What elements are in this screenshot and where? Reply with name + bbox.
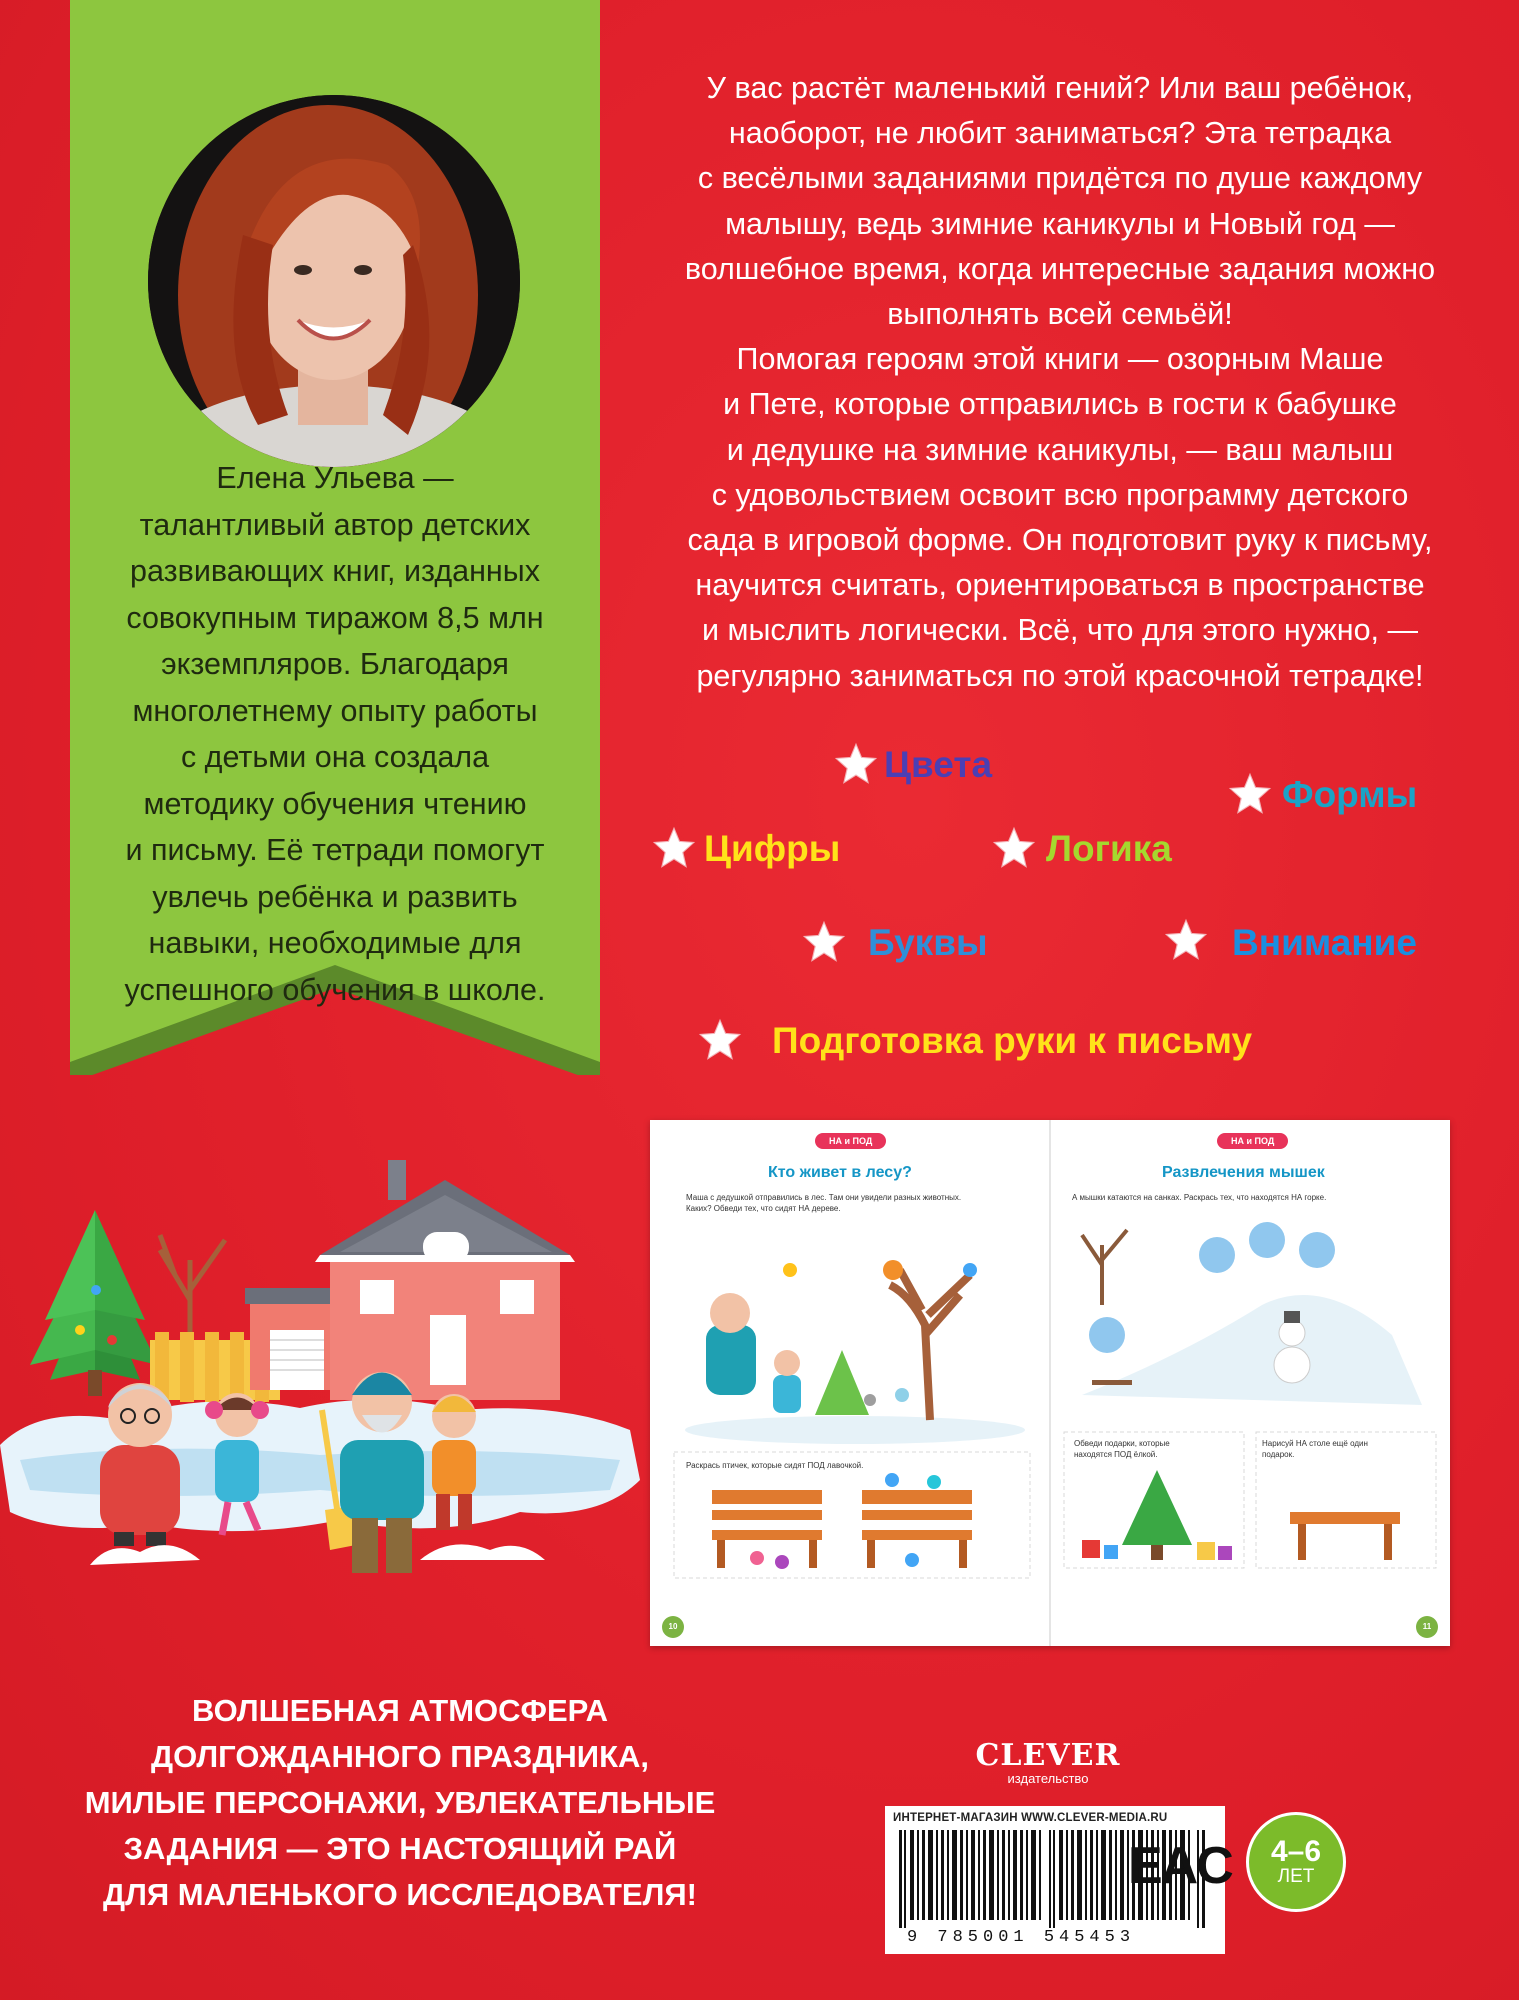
description-line: волшебное время, когда интересные задания можно xyxy=(684,251,1436,286)
star-icon xyxy=(834,742,878,786)
left-page-title: Кто живет в лесу? xyxy=(768,1164,912,1181)
author-bio-line: методику обучения чтению xyxy=(143,786,527,821)
age-range: 4–6 xyxy=(1270,1835,1322,1868)
author-bio xyxy=(100,455,570,1013)
star-icon xyxy=(698,1018,742,1062)
description-line: регулярно заниматься по этой красочной тетрадке! xyxy=(696,658,1424,693)
left-page-tag: НА и ПОД xyxy=(815,1133,886,1149)
spread-fold xyxy=(1049,1120,1051,1646)
publisher-subtitle: издательство xyxy=(1007,1771,1089,1786)
author-bio-line: успешного обучения в школе. xyxy=(124,972,546,1007)
author-bio-line: экземпляров. Благодаря xyxy=(161,647,509,681)
author-bio-line: совокупным тиражом 8,5 млн xyxy=(126,600,544,635)
description-line: с удовольствием освоит всю программу детского xyxy=(711,477,1409,512)
star-icon xyxy=(1228,772,1272,816)
author-bio-line: развивающих книг, изданных xyxy=(130,554,540,588)
tree-and-table-illustration xyxy=(1062,1430,1442,1570)
right-page-task: А мышки катаются на санках. Раскрась тех, что находятся НА горке. xyxy=(1072,1193,1327,1202)
description-line: малышу, ведь зимние каникулы и Новый год — xyxy=(725,206,1395,241)
mice-sledding-illustration xyxy=(1062,1205,1442,1415)
left-page-task-2: Раскрась птичек, которые сидят ПОД лавочкой. xyxy=(686,1461,864,1470)
skill-attention: Внимание xyxy=(1232,922,1417,963)
author-bio-line: увлечь ребёнка и развить xyxy=(152,879,518,914)
description-line: наоборот, не любит заниматься? Эта тетрадка xyxy=(728,116,1392,151)
left-page-task xyxy=(686,1192,961,1214)
star-icon xyxy=(1164,918,1208,962)
book-description xyxy=(630,66,1490,699)
skill-shapes: Формы xyxy=(1282,774,1418,815)
age-badge xyxy=(1246,1812,1346,1912)
description-line: Помогая героям этой книги — озорным Маше xyxy=(736,342,1384,377)
right-page-tag: НА и ПОД xyxy=(1217,1133,1288,1149)
description-line: научится считать, ориентироваться в пространстве xyxy=(695,568,1425,603)
spread-left-page xyxy=(650,1120,1048,1646)
description-line: с весёлыми заданиями придётся по душе каждому xyxy=(697,161,1423,196)
forest-illustration xyxy=(670,1215,1040,1445)
publisher-name: CLEVER xyxy=(975,1738,1121,1773)
author-bio-line: Елена Ульева — xyxy=(216,461,454,495)
description-line: и мыслить логически. Всё, что для этого нужно, — xyxy=(701,613,1419,648)
task-line: Обведи подарки, которые xyxy=(1074,1439,1170,1448)
description-line: и Пете, которые отправились в гости к бабушке xyxy=(723,387,1397,422)
author-photo xyxy=(148,95,520,467)
star-icon xyxy=(992,826,1036,870)
star-icon xyxy=(802,920,846,964)
description-line: выполнять всей семьёй! xyxy=(887,297,1233,332)
left-page-number: 10 xyxy=(662,1616,684,1638)
skill-colors: Цвета xyxy=(884,744,993,785)
tagline-line: ДОЛГОЖДАННОГО ПРАЗДНИКА, xyxy=(150,1739,650,1774)
author-bio-line: с детьми она создала xyxy=(180,740,490,774)
description-line: сада в игровой форме. Он подготовит руку к письму, xyxy=(687,523,1433,558)
right-page-number: 11 xyxy=(1416,1616,1438,1638)
skill-letters: Буквы xyxy=(868,922,988,963)
tagline-line: ЗАДАНИЯ — ЭТО НАСТОЯЩИЙ РАЙ xyxy=(123,1831,677,1866)
isbn-number: 9 785001 545453 xyxy=(907,1928,1136,1947)
skill-handwriting: Подготовка руки к письму xyxy=(772,1020,1253,1061)
tagline-line: ВОЛШЕБНАЯ АТМОСФЕРА xyxy=(191,1693,609,1728)
workbook-spread-preview xyxy=(650,1120,1450,1646)
tagline-line: ДЛЯ МАЛЕНЬКОГО ИССЛЕДОВАТЕЛЯ! xyxy=(103,1877,697,1912)
task-line: Каких? Обведи тех, что сидят НА дереве. xyxy=(686,1204,841,1213)
publisher-logo xyxy=(973,1740,1123,1786)
author-bio-line: навыки, необходимые для xyxy=(148,926,522,960)
benches-illustration xyxy=(672,1450,1032,1580)
spread-right-page xyxy=(1052,1120,1450,1646)
eac-mark: EAC xyxy=(1128,1837,1232,1895)
skill-numbers: Цифры xyxy=(704,828,841,869)
online-shop-url: ИНТЕРНЕТ-МАГАЗИН WWW.CLEVER-MEDIA.RU xyxy=(893,1812,1168,1824)
task-line: подарок. xyxy=(1262,1450,1295,1459)
author-bio-line: и письму. Её тетради помогут xyxy=(125,833,545,867)
task-line: Нарисуй НА столе ещё один xyxy=(1262,1439,1368,1448)
winter-scene-illustration xyxy=(0,1140,640,1580)
task-line: находятся ПОД ёлкой. xyxy=(1074,1450,1158,1459)
tagline-line: МИЛЫЕ ПЕРСОНАЖИ, УВЛЕКАТЕЛЬНЫЕ xyxy=(84,1785,716,1820)
right-page-title: Развлечения мышек xyxy=(1162,1164,1325,1181)
star-icon xyxy=(652,826,696,870)
age-unit: ЛЕТ xyxy=(1277,1866,1315,1887)
promo-tagline xyxy=(40,1688,760,1918)
description-line: У вас растёт маленький гений? Или ваш ребёнок, xyxy=(706,71,1414,105)
description-line: и дедушке на зимние каникулы, — ваш малыш xyxy=(726,432,1394,467)
author-bio-line: талантливый автор детских xyxy=(139,507,531,542)
task-line: Маша с дедушкой отправились в лес. Там они увидели разных животных. xyxy=(686,1193,962,1202)
skill-logic: Логика xyxy=(1046,828,1172,869)
author-bio-line: многолетнему опыту работы xyxy=(132,693,538,728)
